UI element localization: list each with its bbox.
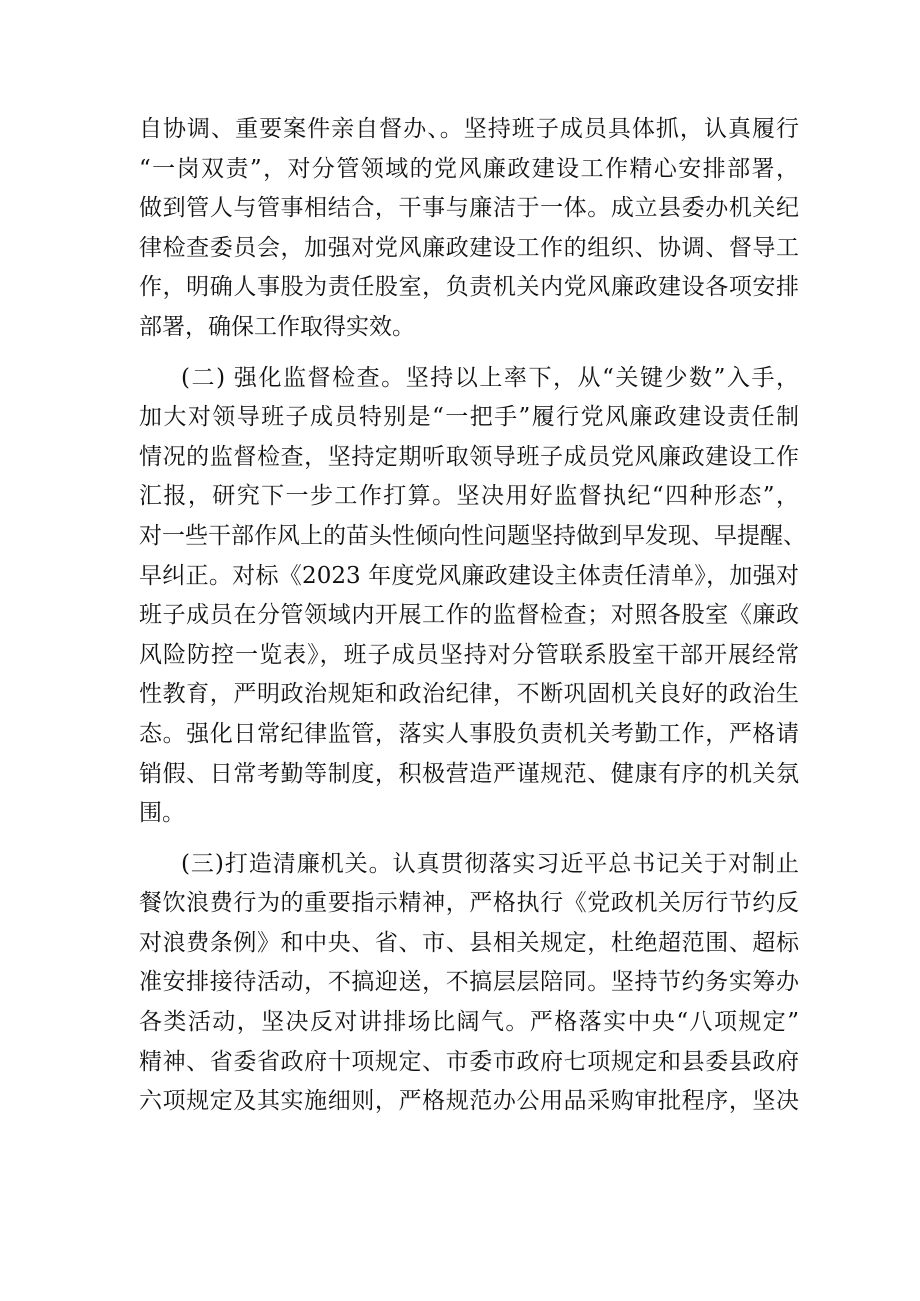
text-line: 六项规定及其实施细则，严格规范办公用品采购审批程序，坚决: [139, 1088, 799, 1115]
text-line: 汇报，研究下一步工作打算。坚决用好监督执纪“四种形态”，: [139, 483, 799, 510]
text-line: 风险防控一览表》，班子成员坚持对分管联系股室干部开展经常: [139, 641, 799, 668]
paragraph-1: [139, 110, 799, 348]
text-line: 对一些干部作风上的苗头性倾向性问题坚持做到早发现、早提醒、: [139, 522, 806, 549]
text-line: 态。强化日常纪律监管，落实人事股负责机关考勤工作，严格请: [139, 720, 799, 747]
paragraph-gap: [139, 834, 799, 845]
text-line: 性教育，严明政治规矩和政治纪律，不断巩固机关良好的政治生: [139, 681, 799, 708]
text-line: 早纠正。对标《2023 年度党风廉政建设主体责任清单》，加强对: [139, 562, 799, 589]
text-line: 对浪费条例》和中央、省、市、县相关规定，杜绝超范围、超标: [139, 929, 799, 956]
text-line: (二) 强化监督检查。坚持以上率下，从“关键少数”入手，: [181, 364, 799, 391]
paragraph-2: [139, 359, 806, 834]
paragraph-gap: [139, 348, 799, 359]
text-line: 班子成员在分管领域内开展工作的监督检查；对照各股室《廉政: [139, 602, 799, 629]
text-line: 各类活动，坚决反对讲排场比阔气。严格落实中央“八项规定”: [139, 1009, 799, 1036]
text-line: 准安排接待活动，不搞迎送，不搞层层陪同。坚持节约务实筹办: [139, 969, 799, 996]
text-line: 情况的监督检查，坚持定期听取领导班子成员党风廉政建设工作: [139, 443, 799, 470]
text-line: 销假、日常考勤等制度，积极营造严谨规范、健康有序的机关氛: [139, 760, 799, 787]
text-line: 围。: [139, 800, 185, 827]
text-line: 部署，确保工作取得实效。: [139, 313, 415, 340]
text-line: 加大对领导班子成员特别是“一把手”履行党风廉政建设责任制: [139, 404, 799, 431]
text-line: 精神、省委省政府十项规定、市委市政府七项规定和县委县政府: [139, 1048, 799, 1075]
text-line: “一岗双责”，对分管领域的党风廉政建设工作精心安排部署，: [139, 155, 799, 182]
text-line: 做到管人与管事相结合，干事与廉洁于一体。成立县委办机关纪: [139, 195, 799, 222]
text-line: 自协调、重要案件亲自督办、。坚持班子成员具体抓，认真履行: [139, 116, 799, 142]
text-line: 作，明确人事股为责任股室，负责机关内党风廉政建设各项安排: [139, 274, 799, 301]
document-body: [139, 110, 806, 1122]
text-line: 律检查委员会，加强对党风廉政建设工作的组织、协调、督导工: [139, 234, 799, 261]
text-line: (三)打造清廉机关。认真贯彻落实习近平总书记关于对制止: [181, 850, 799, 877]
text-line: 餐饮浪费行为的重要指示精神，严格执行《党政机关厉行节约反: [139, 890, 799, 917]
paragraph-3: [139, 845, 799, 1122]
